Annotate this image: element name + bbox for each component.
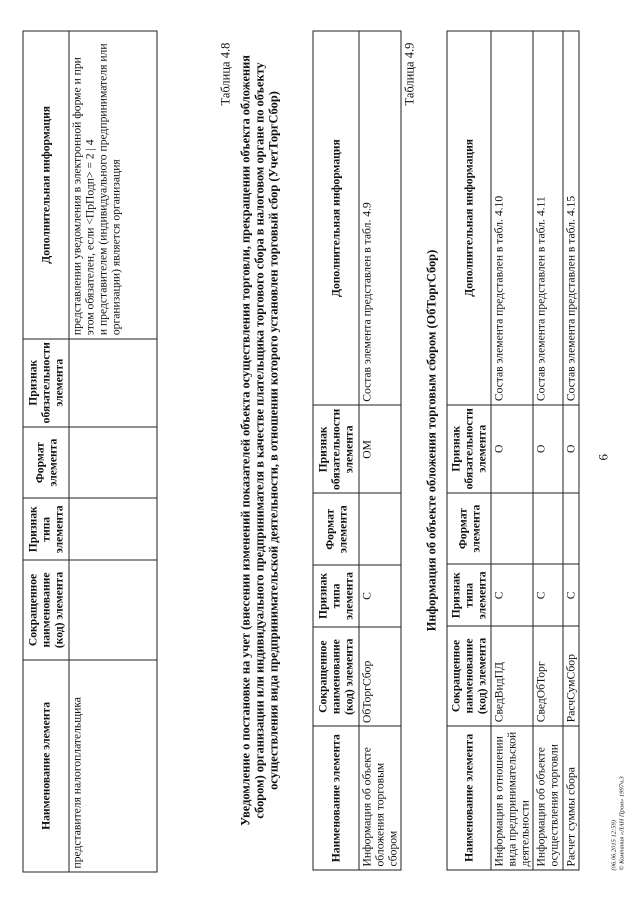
header-required: Признак обязательности элемента xyxy=(447,404,491,492)
header-code: Сокращенное наименование (код) элемента xyxy=(23,560,69,660)
cell-code xyxy=(69,560,157,660)
header-name: Наименование элемента xyxy=(447,725,491,869)
cell-info: Состав элемента представлен в табл. 4.9 xyxy=(359,31,401,405)
cell-name: Информация об объекте обложения торговым сбором xyxy=(359,726,401,870)
header-required: Признак обязательности элемента xyxy=(23,338,69,426)
footer-line-1: (06.06.2015 12:59) xyxy=(610,819,617,870)
print-footer xyxy=(610,776,626,870)
header-type: Признак типа элемента xyxy=(447,564,491,626)
header-code: Сокращенное наименование (код) элемента xyxy=(447,626,491,726)
cell-type: С xyxy=(359,565,401,627)
cell-code: СведВидПД xyxy=(491,626,533,726)
cell-name: представителя налогоплательщика xyxy=(69,659,157,871)
cell-required: О xyxy=(491,404,533,492)
page-number: 6 xyxy=(595,453,610,460)
table-row xyxy=(69,31,157,872)
table-row xyxy=(533,31,563,870)
cell-info: Состав элемента представлен в табл. 4.15 xyxy=(563,31,579,405)
cell-required xyxy=(69,338,157,426)
cell-type xyxy=(69,498,157,560)
header-code: Сокращенное наименование (код) элемента xyxy=(313,626,359,726)
table-row xyxy=(491,31,533,870)
cell-required: О xyxy=(533,404,563,492)
table-4-9 xyxy=(446,30,579,870)
cell-format xyxy=(359,493,401,565)
table-continuation xyxy=(22,30,157,872)
table-row xyxy=(359,31,401,870)
header-type: Признак типа элемента xyxy=(313,565,359,627)
cell-format xyxy=(69,426,157,498)
cell-code: РасчСумСбор xyxy=(563,626,579,726)
cell-format xyxy=(533,492,563,564)
cell-code: ОбТоргСбор xyxy=(359,626,401,726)
header-name: Наименование элемента xyxy=(23,659,69,871)
cell-info: Состав элемента представлен в табл. 4.11 xyxy=(533,31,563,405)
header-format: Формат элемента xyxy=(447,492,491,564)
header-info: Дополнительная информация xyxy=(447,31,491,405)
table-4-9-caption: Таблица 4.9 xyxy=(402,42,416,105)
table-4-8-title: Уведомление о постановке на учет (внесении изменений показателей объекта осуществления торговли, прекращении объекта обложения сбором) организации или индивидуального предпринимателя в качестве плательщика торгового сбора в налоговом органе по объекту осуществления вида предпринимательской деятельности, в отношении которого установлен торговый сбор (УчетТоргСбор) xyxy=(238,54,280,826)
cell-type: С xyxy=(533,564,563,626)
header-type: Признак типа элемента xyxy=(23,498,69,560)
table-row xyxy=(563,31,579,870)
footer-line-2: © Компания «ЛАН Пром» 1997ч.3 xyxy=(618,775,625,870)
header-format: Формат элемента xyxy=(23,426,69,498)
table-4-8 xyxy=(312,30,401,870)
header-name: Наименование элемента xyxy=(313,726,359,870)
table-4-8-caption: Таблица 4.8 xyxy=(218,42,232,105)
cell-type: С xyxy=(563,564,579,626)
header-info: Дополнительная информация xyxy=(23,31,69,339)
cell-format xyxy=(563,492,579,564)
table-4-9-title: Информация об объекте обложения торговым сбором (ОбТоргСбор) xyxy=(424,249,438,631)
cell-info: Состав элемента представлен в табл. 4.10 xyxy=(491,31,533,405)
header-required: Признак обязательности элемента xyxy=(313,405,359,493)
cell-name: Расчет суммы сбора xyxy=(563,725,579,869)
cell-info: представлении уведомления в электронной форме и при этом обязателен, если <ПрПодп> = 2 | 4 и представителем (индивидуального предпринимателя или организации) является организация xyxy=(69,31,157,339)
cell-required: ОМ xyxy=(359,405,401,493)
cell-format xyxy=(491,492,533,564)
cell-code: СведОбТорг xyxy=(533,626,563,726)
header-info: Дополнительная информация xyxy=(313,31,359,405)
cell-type: С xyxy=(491,564,533,626)
cell-name: Информация в отношении вида предпринимательской деятельности xyxy=(491,725,533,869)
cell-required: О xyxy=(563,404,579,492)
header-format: Формат элемента xyxy=(313,493,359,565)
cell-name: Информация об объекте осуществления торговли xyxy=(533,725,563,869)
